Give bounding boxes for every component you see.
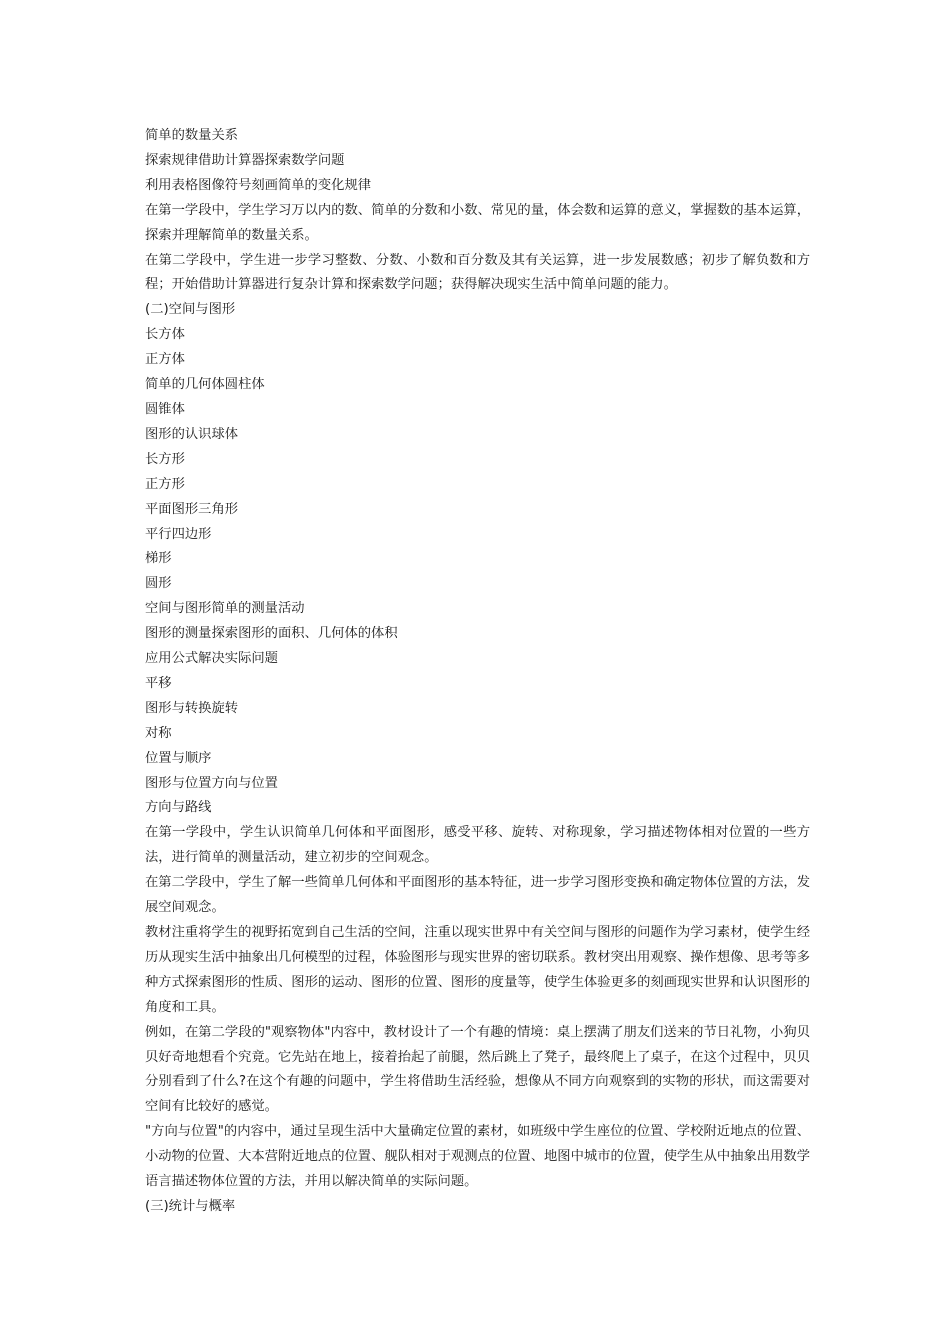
outline-item: 平行四边形: [145, 526, 212, 542]
outline-item: 图形的测量探索图形的面积、几何体的体积: [145, 626, 398, 642]
outline-item: 圆锥体: [145, 401, 185, 417]
paragraph-observing-objects-example: 例如，在第二学段的"观察物体"内容中，教材设计了一个有趣的情境：桌上摆满了朋友们送来的节日礼物，小狗贝贝好奇地想看个究竟。它先站在地上，接着抬起了前腿，然后跳上了凳子，最终爬上了桌子，在这个过程中，贝贝分别看到了什么?在这个有趣的问题中，学生将借助生活经验，想像从不同方向观察到的实物的形状，而这需要对空间有比较好的感觉。: [145, 1024, 810, 1115]
outline-item: 位置与顺序: [145, 750, 212, 766]
outline-item: 方向与路线: [145, 800, 212, 816]
paragraph-textbook-approach: 教材注重将学生的视野拓宽到自己生活的空间，注重以现实世界中有关空间与图形的问题作为学习素材，使学生经历从现实生活中抽象出几何模型的过程，体验图形与现实世界的密切联系。教材突出用观察、操作想像、思考等多种方式探索图形的性质、图形的运动、图形的位置、图形的度量等，使学生体验更多的刻画现实世界和认识图形的角度和工具。: [145, 925, 810, 1015]
section-heading-space-and-shapes: (二)空间与图形: [145, 302, 236, 318]
outline-item: 图形与位置方向与位置: [145, 775, 278, 791]
outline-item: 图形的认识球体: [145, 426, 239, 442]
text-line: 简单的数量关系: [145, 128, 239, 143]
section-heading-statistics-probability: (三)统计与概率: [145, 1198, 236, 1214]
paragraph-first-stage-numbers: 在第一学段中，学生学习万以内的数、简单的分数和小数、常见的量，体会数和运算的意义，掌握数的基本运算，探索并理解简单的数量关系。: [145, 202, 810, 243]
text-line: 探索规律借助计算器探索数学问题: [145, 152, 345, 168]
text-line: 利用表格图像符号刻画简单的变化规律: [145, 177, 372, 193]
outline-item: 应用公式解决实际问题: [145, 651, 278, 667]
outline-item: 空间与图形简单的测量活动: [145, 601, 305, 617]
document-page: [145, 124, 810, 1220]
outline-item: 长方形: [145, 451, 185, 467]
paragraph-second-stage-space: 在第二学段中，学生了解一些简单几何体和平面图形的基本特征，进一步学习图形变换和确定物体位置的方法，发展空间观念。: [145, 875, 810, 916]
outline-item: 圆形: [145, 576, 172, 592]
outline-item: 长方体: [145, 327, 185, 343]
outline-item: 正方体: [145, 352, 185, 368]
outline-item: 平面图形三角形: [145, 501, 239, 517]
paragraph-second-stage-numbers: 在第二学段中，学生进一步学习整数、分数、小数和百分数及其有关运算，进一步发展数感；初步了解负数和方程；开始借助计算器进行复杂计算和探索数学问题；获得解决现实生活中简单问题的能力。: [145, 252, 810, 293]
outline-item: 简单的几何体圆柱体: [145, 377, 265, 393]
outline-item: 正方形: [145, 476, 185, 492]
paragraph-first-stage-space: 在第一学段中，学生认识简单几何体和平面图形，感受平移、旋转、对称现象，学习描述物体相对位置的一些方法，进行简单的测量活动，建立初步的空间观念。: [145, 825, 810, 866]
outline-item: 平移: [145, 675, 172, 691]
outline-item: 图形与转换旋转: [145, 700, 239, 716]
outline-item: 梯形: [145, 551, 172, 567]
paragraph-direction-and-position: "方向与位置"的内容中，通过呈现生活中大量确定位置的素材，如班级中学生座位的位置、学校附近地点的位置、小动物的位置、大本营附近地点的位置、舰队相对于观测点的位置、地图中城市的位置，使学生从中抽象出用数学语言描述物体位置的方法，并用以解决简单的实际问题。: [145, 1124, 810, 1190]
outline-item: 对称: [145, 725, 172, 741]
